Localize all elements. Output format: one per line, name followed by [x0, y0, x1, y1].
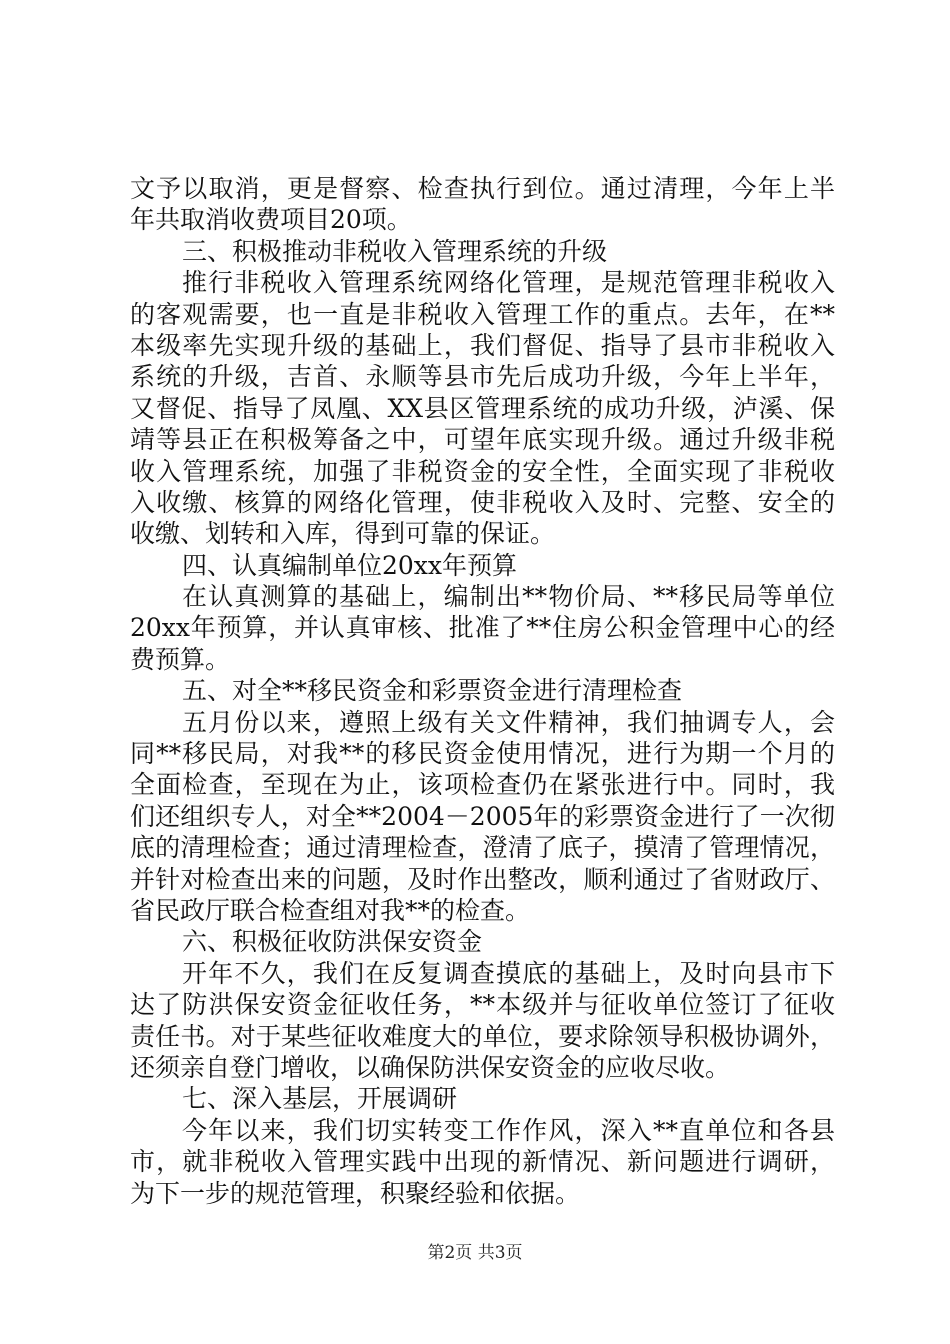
paragraph-line: 底的清理检查；通过清理检查，澄清了底子，摸清了管理情况，	[130, 833, 835, 863]
paragraph-line: 推行非税收入管理系统网络化管理，是规范管理非税收入	[182, 268, 835, 298]
document-body	[130, 173, 835, 1209]
paragraph-line: 全面检查，至现在为止，该项检查仍在紧张进行中。同时，我	[130, 770, 835, 800]
section-heading: 七、深入基层，开展调研	[182, 1084, 458, 1114]
paragraph-line: 收缴、划转和入库，得到可靠的保证。	[130, 519, 556, 549]
paragraph-line: 还须亲自登门增收，以确保防洪保安资金的应收尽收。	[130, 1052, 731, 1082]
paragraph-line: 市，就非税收入管理实践中出现的新情况、新问题进行调研，	[130, 1147, 835, 1177]
paragraph-line: 年共取消收费项目20项。	[130, 205, 412, 235]
paragraph-line: 今年以来，我们切实转变工作作风，深入**直单位和各县	[182, 1115, 835, 1145]
paragraph-line: 责任书。对于某些征收难度大的单位，要求除领导积极协调外，	[130, 1021, 835, 1051]
paragraph-line: 达了防洪保安资金征收任务，**本级并与征收单位签订了征收	[130, 990, 835, 1020]
paragraph-line: 并针对检查出来的问题，及时作出整改，顺利通过了省财政厅、	[130, 864, 835, 894]
paragraph-line: 靖等县正在积极筹备之中，可望年底实现升级。通过升级非税	[130, 425, 835, 455]
paragraph-line: 开年不久，我们在反复调查摸底的基础上，及时向县市下	[182, 958, 835, 988]
paragraph-line: 五月份以来，遵照上级有关文件精神，我们抽调专人，会	[182, 707, 835, 737]
paragraph-line: 20xx年预算，并认真审核、批准了**住房公积金管理中心的经	[130, 613, 835, 643]
paragraph-line: 本级率先实现升级的基础上，我们督促、指导了县市非税收入	[130, 330, 835, 360]
paragraph-line: 的客观需要，也一直是非税收入管理工作的重点。去年，在**	[130, 299, 835, 329]
section-heading: 四、认真编制单位20xx年预算	[182, 550, 518, 580]
page-footer: 第2页 共3页	[427, 1243, 523, 1263]
paragraph-line: 费预算。	[130, 644, 231, 674]
section-heading: 五、对全**移民资金和彩票资金进行清理检查	[182, 676, 683, 706]
paragraph-line: 同**移民局，对我**的移民资金使用情况，进行为期一个月的	[130, 739, 835, 769]
paragraph-line: 在认真测算的基础上，编制出**物价局、**移民局等单位	[182, 582, 835, 612]
paragraph-line: 系统的升级，吉首、永顺等县市先后成功升级，今年上半年，	[130, 362, 835, 392]
paragraph-line: 又督促、指导了凤凰、XX县区管理系统的成功升级，泸溪、保	[130, 393, 835, 423]
paragraph-line: 收入管理系统，加强了非税资金的安全性，全面实现了非税收	[130, 456, 835, 486]
paragraph-line: 们还组织专人，对全**2004－2005年的彩票资金进行了一次彻	[130, 801, 835, 831]
paragraph-line: 为下一步的规范管理，积聚经验和依据。	[130, 1178, 581, 1208]
section-heading: 三、积极推动非税收入管理系统的升级	[182, 236, 608, 266]
paragraph-line: 省民政厅联合检查组对我**的检查。	[130, 895, 531, 925]
paragraph-line: 入收缴、核算的网络化管理，使非税收入及时、完整、安全的	[130, 487, 835, 517]
paragraph-line: 文予以取消，更是督察、检查执行到位。通过清理，今年上半	[130, 174, 835, 203]
section-heading: 六、积极征收防洪保安资金	[182, 927, 483, 957]
